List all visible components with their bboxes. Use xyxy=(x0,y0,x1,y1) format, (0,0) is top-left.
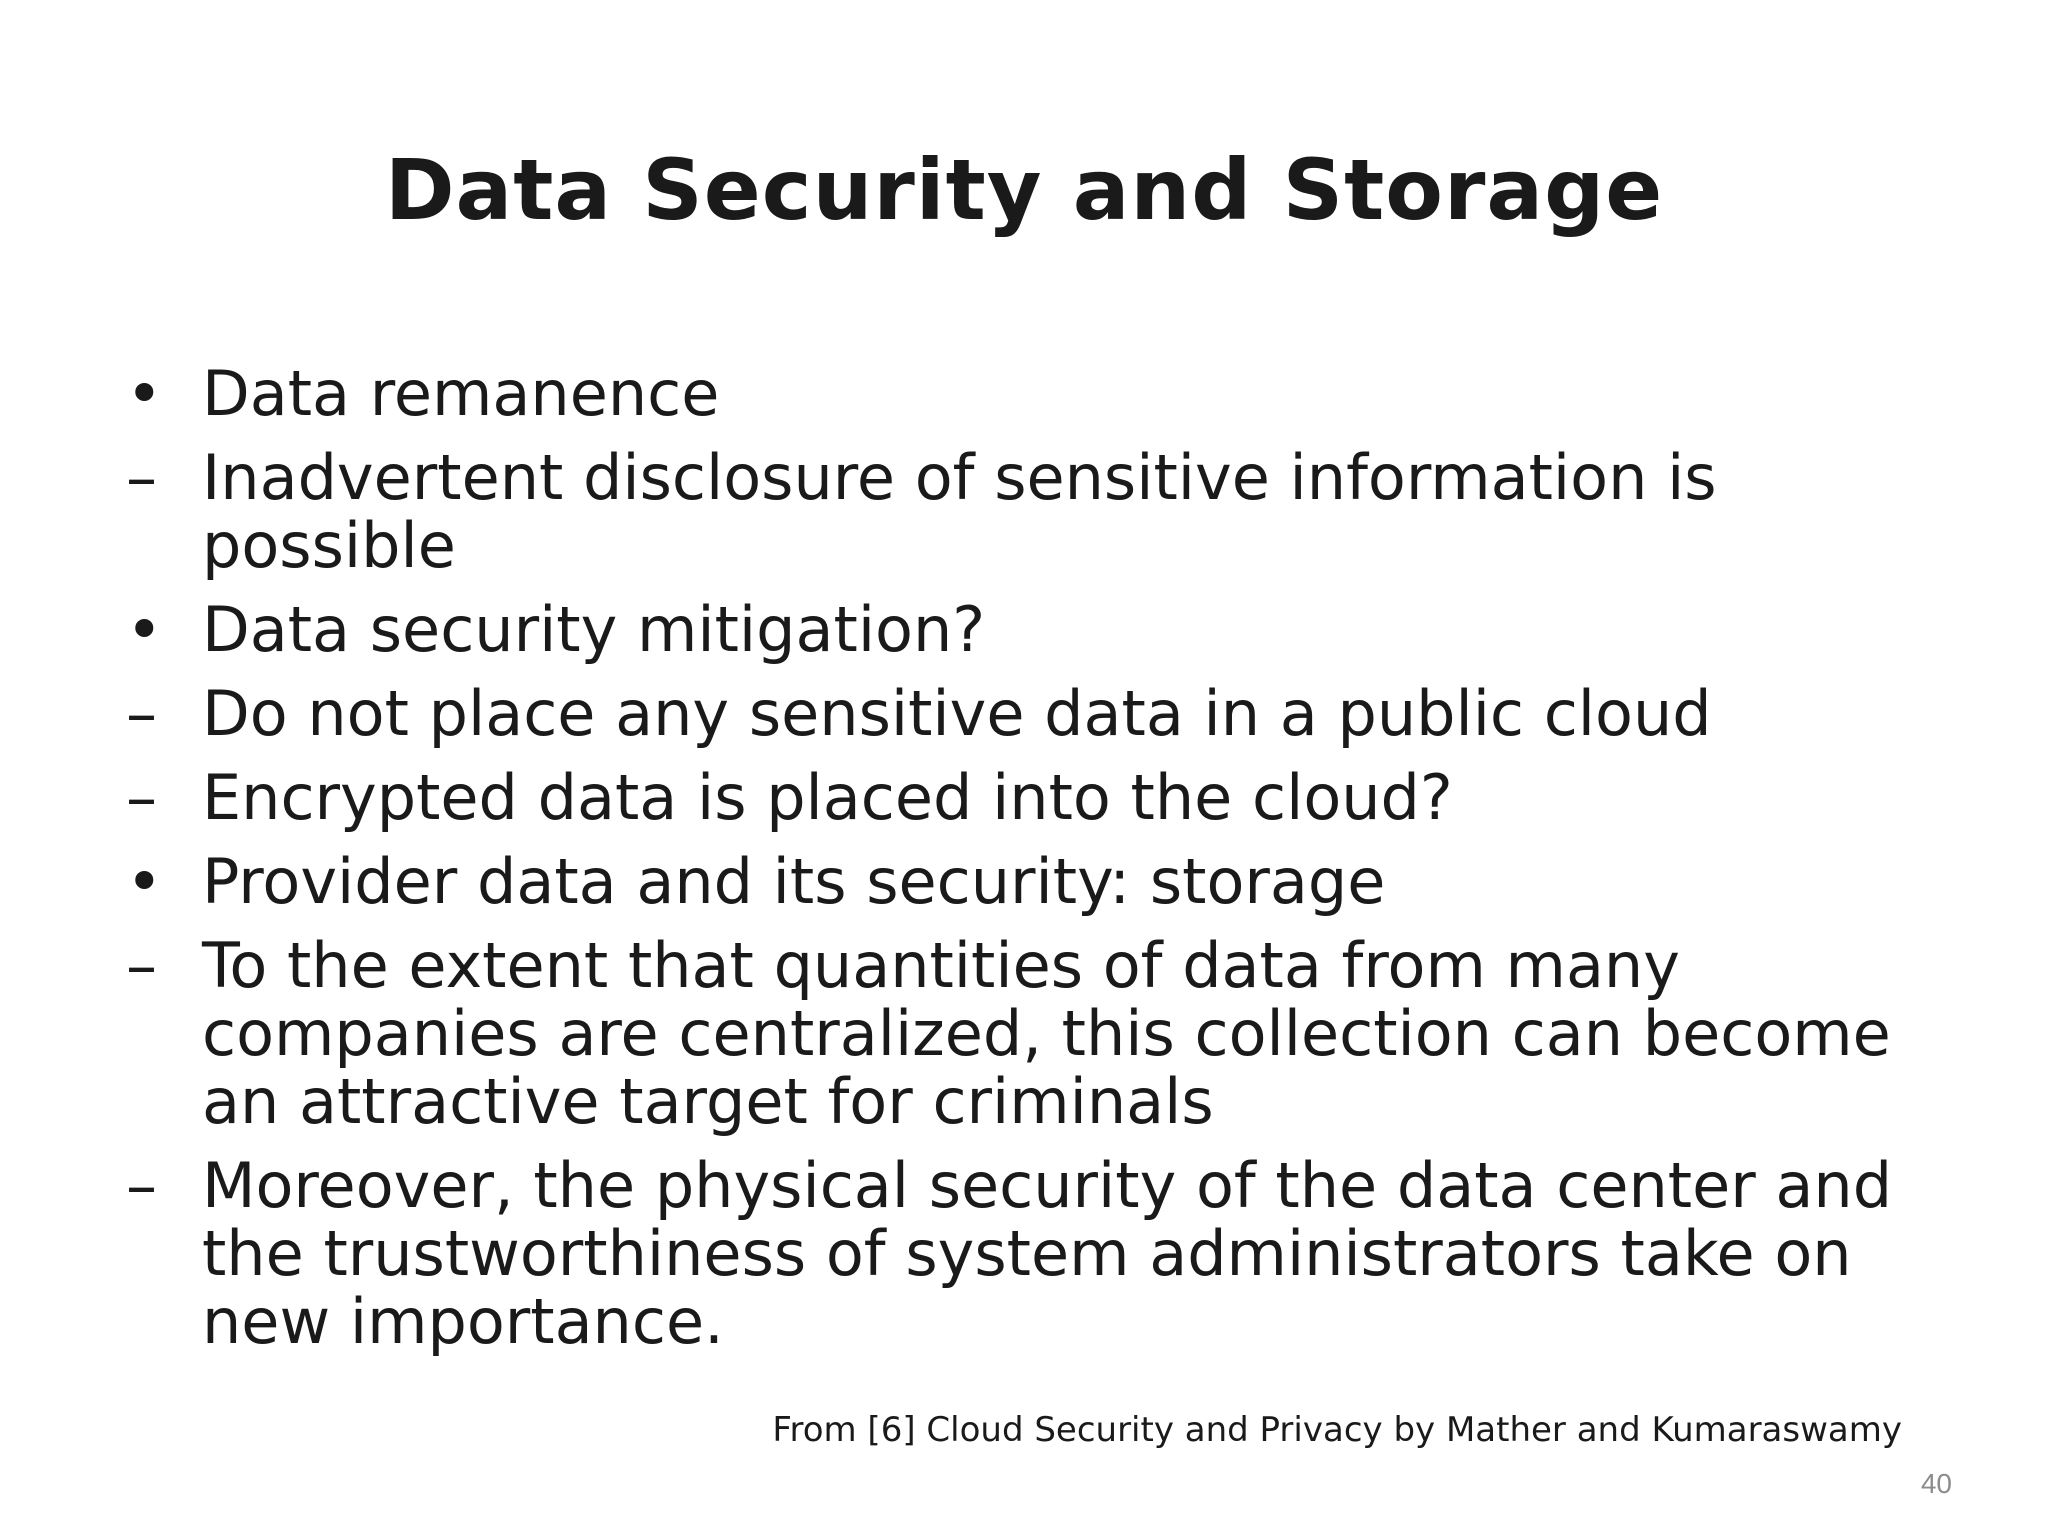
list-item xyxy=(120,761,1960,834)
list-item xyxy=(120,357,1960,430)
list-item xyxy=(120,593,1960,666)
bullet-marker: • xyxy=(126,845,163,918)
list-item-text: Data remanence xyxy=(202,357,720,430)
list-item xyxy=(120,677,1960,750)
list-item-text: To the extent that quantities of data from many companies are centralized, this collection can become an attractive target for criminals xyxy=(202,929,1891,1138)
dash-marker: – xyxy=(126,441,157,514)
list-item-text: Do not place any sensitive data in a public cloud xyxy=(202,677,1712,750)
list-item-text: Encrypted data is placed into the cloud? xyxy=(202,761,1453,834)
dash-marker: – xyxy=(126,1149,157,1222)
bullet-list xyxy=(120,357,1960,1372)
list-item xyxy=(120,441,1960,582)
slide-title: Data Security and Storage xyxy=(384,141,1664,239)
list-item xyxy=(120,1149,1960,1358)
list-item xyxy=(120,845,1960,918)
bullet-marker: • xyxy=(126,593,163,666)
list-item-text: Provider data and its security: storage xyxy=(202,845,1386,918)
dash-marker: – xyxy=(126,929,157,1002)
source-citation: From [6] Cloud Security and Privacy by Mather and Kumaraswamy xyxy=(772,1410,1902,1450)
list-item xyxy=(120,929,1960,1138)
page-number: 40 xyxy=(1920,1468,1952,1499)
list-item-text: Moreover, the physical security of the data center and the trustworthiness of system administrators take on new importance. xyxy=(202,1149,1893,1358)
list-item-text: Data security mitigation? xyxy=(202,593,986,666)
list-item-text: Inadvertent disclosure of sensitive information is possible xyxy=(202,441,1717,582)
dash-marker: – xyxy=(126,761,157,834)
bullet-marker: • xyxy=(126,357,163,430)
dash-marker: – xyxy=(126,677,157,750)
